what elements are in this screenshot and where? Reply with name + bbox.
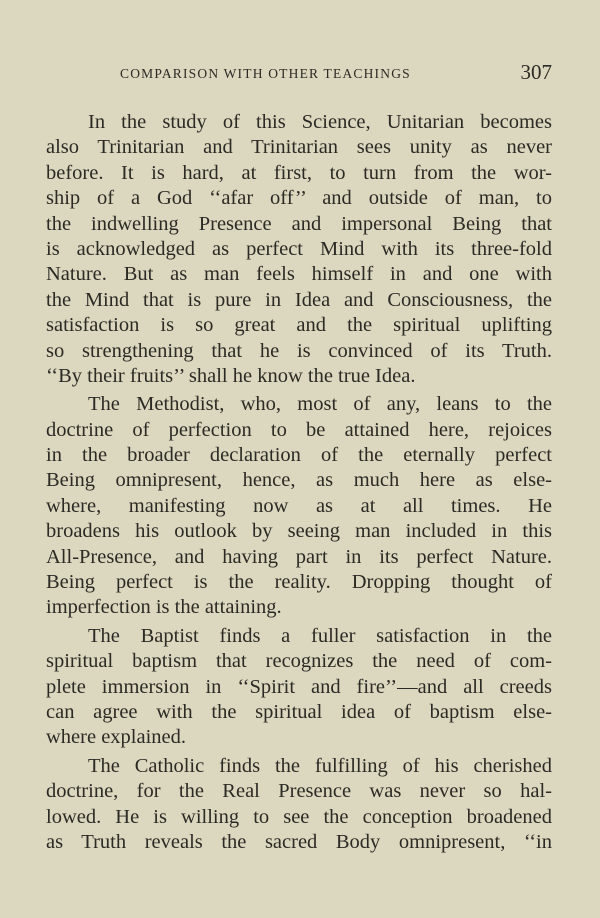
running-header [120, 60, 552, 86]
text-line: is acknowledged as perfect Mind with its three-fold [46, 237, 552, 260]
text-line: The Baptist finds a fuller satisfaction in the [88, 624, 552, 647]
paragraph [46, 110, 552, 389]
text-line: ‘‘By their fruits’’ shall he know the true Idea. [46, 364, 416, 387]
text-line: also Trinitarian and Trinitarian sees unity as never [46, 136, 552, 159]
text-line: broadens his outlook by seeing man included in this [46, 520, 552, 543]
text-line: Being omnipresent, hence, as much here as else- [46, 469, 552, 492]
text-line: satisfaction is so great and the spiritual uplifting [46, 314, 552, 337]
text-line: All-Presence, and having part in its perfect Nature. [46, 545, 552, 568]
text-line: can agree with the spiritual idea of baptism else- [46, 700, 552, 723]
text-line: spiritual baptism that recognizes the need of com- [46, 650, 552, 673]
paragraph [46, 624, 552, 751]
text-line: The Catholic finds the fulfilling of his cherished [88, 754, 552, 777]
paragraph [46, 754, 552, 856]
text-line: plete immersion in ‘‘Spirit and fire’’—and all creeds [46, 675, 552, 698]
text-line: where, manifesting now as at all times. He [46, 494, 552, 517]
text-line: Nature. But as man feels himself in and one with [46, 263, 552, 286]
text-line: where explained. [46, 726, 187, 749]
text-line: before. It is hard, at first, to turn from the wor- [46, 161, 552, 184]
text-line: in the broader declaration of the eternally perfect [46, 444, 552, 467]
text-line: ship of a God ‘‘afar off’’ and outside of man, to [46, 187, 552, 210]
text-line: imperfection is the attaining. [46, 596, 282, 619]
text-line: as Truth reveals the sacred Body omnipresent, ‘‘in [46, 830, 552, 853]
page-body [46, 110, 552, 858]
text-line: lowed. He is willing to see the conception broadened [46, 805, 552, 828]
text-line: the Mind that is pure in Idea and Consciousness, the [46, 288, 552, 311]
text-line: The Methodist, who, most of any, leans to the [88, 393, 552, 416]
page-number: 307 [520, 60, 552, 84]
text-line: In the study of this Science, Unitarian becomes [88, 111, 552, 133]
text-line: doctrine, for the Real Presence was never so hal- [46, 780, 552, 803]
text-line: doctrine of perfection to be attained here, rejoices [46, 418, 552, 441]
paragraph [46, 392, 552, 621]
running-title: COMPARISON WITH OTHER TEACHINGS [120, 66, 411, 81]
text-line: the indwelling Presence and impersonal Being that [46, 212, 552, 235]
text-line: Being perfect is the reality. Dropping thought of [46, 571, 552, 594]
text-line: so strengthening that he is convinced of its Truth. [46, 339, 552, 362]
